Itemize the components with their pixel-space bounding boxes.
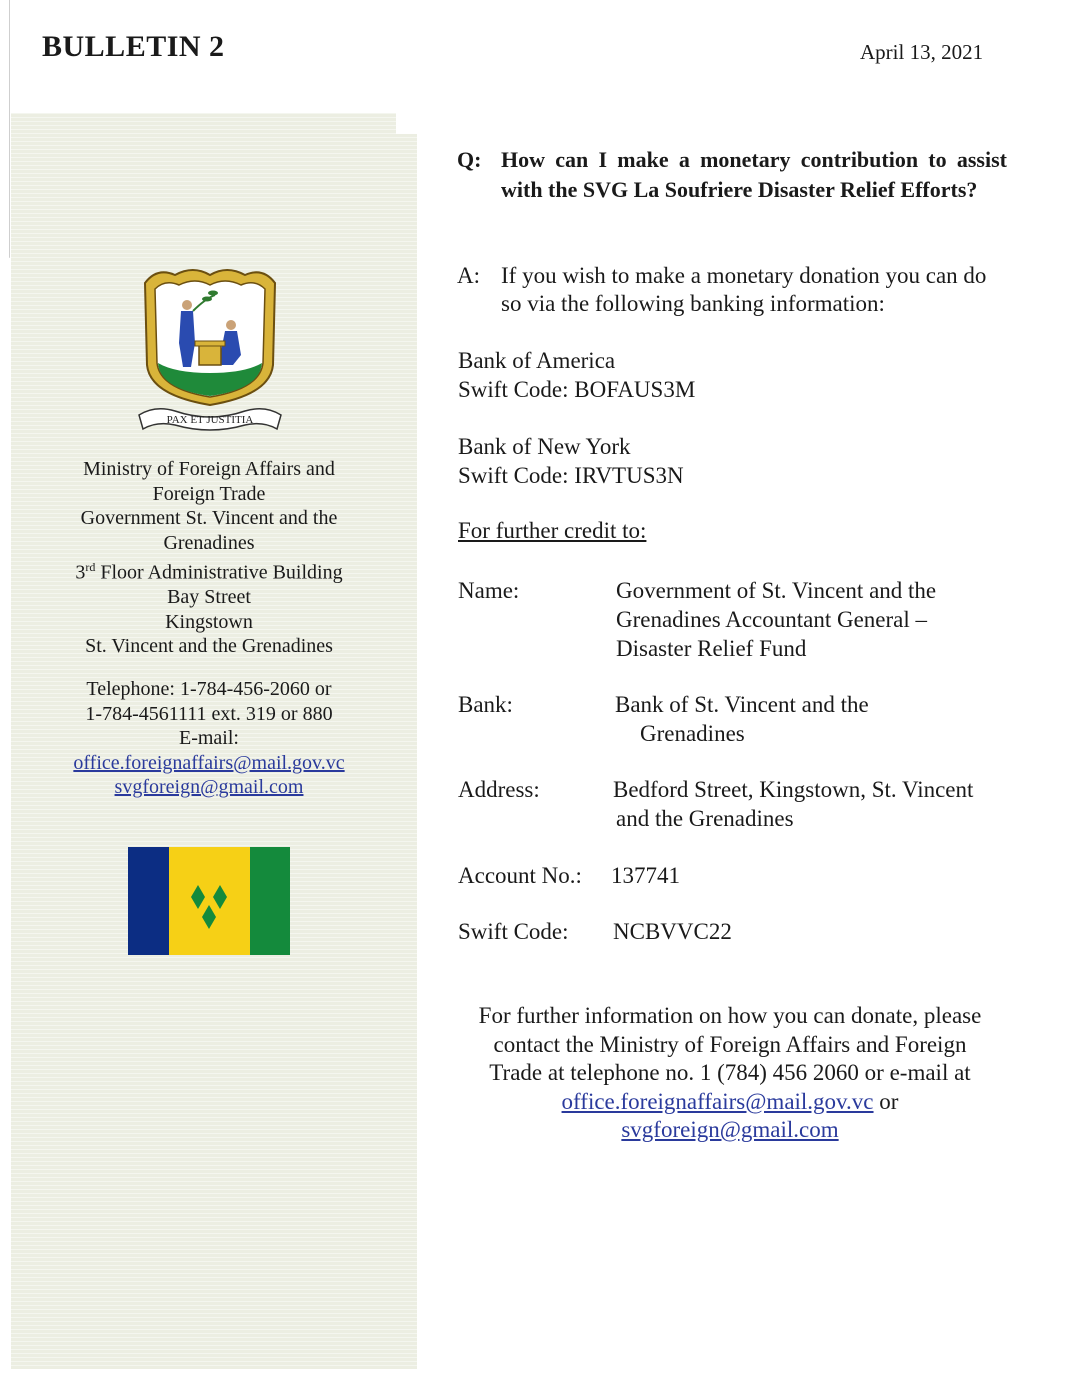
detail-value: Bedford Street, Kingstown, St. Vincent [613,777,974,802]
ministry-address [11,457,407,659]
email-link-svgforeign[interactable]: svgforeign@gmail.com [114,776,304,798]
telephone-line: Telephone: 1-784-456-2060 or [86,678,332,700]
detail-value: Bank of St. Vincent and the [615,692,869,717]
bank-swift: Swift Code: IRVTUS3N [458,462,684,488]
detail-label: Bank: [458,692,513,717]
ministry-line: Foreign Trade [152,482,266,505]
note-line: Trade at telephone no. 1 (784) 456 2060 or e-mail at [489,1060,971,1085]
ministry-street: Bay Street [167,586,251,609]
further-credit-heading: For further credit to: [458,518,647,543]
question-label: Q: [457,147,482,172]
sidebar-notch [396,113,417,134]
question-text: How can I make a monetary contribution to assist with the SVG La Soufriere Disaster Relief Efforts? [501,147,1007,202]
ministry-line: Ministry of Foreign Affairs and [83,458,335,480]
email-link-office[interactable]: office.foreignaffairs@mail.gov.vc [561,1088,874,1114]
telephone-line: 1-784-4561111 ext. 319 or 880 [85,702,333,725]
bank-entry [458,433,684,490]
bank-name: Bank of America [458,348,616,373]
page-edge-rule [9,0,10,258]
detail-label: Account No.: [458,863,582,888]
or-text: or [873,1088,899,1114]
detail-value: NCBVVC22 [613,919,732,944]
svg-flag-icon [128,847,290,955]
note-line [440,1088,1020,1117]
note-line: contact the Ministry of Foreign Affairs and Foreign [493,1031,967,1057]
detail-value: Grenadines [640,721,745,746]
detail-value: 137741 [611,863,680,888]
crest-motto: PAX ET JUSTITIA [166,414,254,426]
ministry-country: St. Vincent and the Grenadines [85,635,333,658]
bank-swift: Swift Code: BOFAUS3M [458,376,696,402]
email-label: E-mail: [179,727,239,749]
detail-label: Swift Code: [458,919,569,944]
detail-value: Disaster Relief Fund [616,636,807,661]
answer-block [457,262,1007,318]
email-link-svgforeign[interactable]: svgforeign@gmail.com [621,1117,839,1142]
ministry-line: Government St. Vincent and the [80,507,338,529]
floor-text: Floor Administrative Building [95,561,343,584]
bulletin-date: April 13, 2021 [860,40,984,64]
answer-label: A: [457,263,480,288]
detail-label: Address: [458,777,540,802]
note-line: For further information on how you can donate, please [478,1003,982,1028]
bank-entry [458,347,695,404]
bulletin-title: BULLETIN 2 [42,30,225,63]
floor-number: 3 [75,561,86,584]
coat-of-arms-icon [135,265,285,435]
contact-info [11,677,407,800]
ministry-city: Kingstown [165,610,253,633]
donation-info-note [440,1002,1020,1145]
floor-ordinal: rd [85,560,96,574]
ministry-line: Grenadines [163,531,255,554]
bank-name: Bank of New York [458,434,631,459]
detail-value: and the Grenadines [616,806,794,831]
email-link-office[interactable]: office.foreignaffairs@mail.gov.vc [73,751,345,774]
detail-label: Name: [458,578,520,603]
answer-text: If you wish to make a monetary donation you can do so via the following banking information: [501,263,987,316]
question-block [457,145,1007,204]
detail-value: Government of St. Vincent and the [616,578,937,603]
ministry-floor [11,555,407,585]
detail-value: Grenadines Accountant General – [616,607,928,632]
